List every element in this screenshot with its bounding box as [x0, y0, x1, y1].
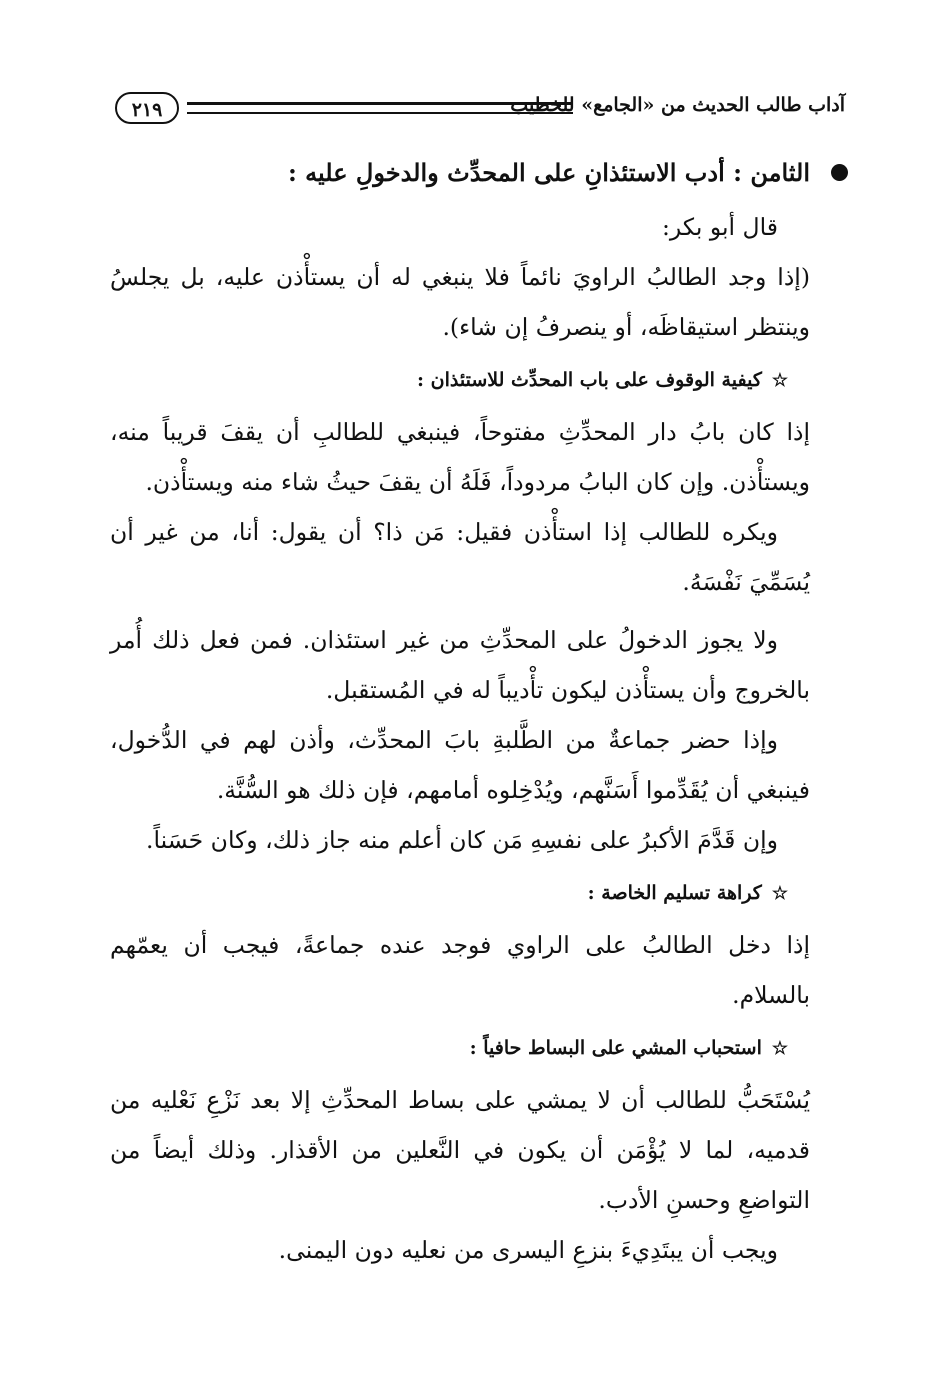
paragraph: (إذا وجد الطالبُ الراويَ نائماً فلا ينبغي له أن يستأْذن عليه، بل يجلسُ وينتظر استيقاظَه، أو ينصرفُ إن شاء).: [110, 263, 810, 341]
sub-heading: [110, 1024, 810, 1073]
paragraph: ويجب أن يبتَدِيءَ بنزعِ اليسرى من نعليه دون اليمنى.: [278, 1236, 778, 1264]
paragraph: وإذا حضر جماعةٌ من الطَّلبةِ بابَ المحدِّث، وأذن لهم في الدُّخول، فينبغي أن يُقَدِّموا أَسَنَّهم، ويُدْخِلوه أمامهم، فإن ذلك هو السُّنَّة.: [110, 726, 810, 804]
body-text: [110, 148, 810, 1275]
paragraph: وإن قَدَّمَ الأكبرُ على نفسِهِ مَن كان أعلم منه جاز ذلك، وكان حَسَناً.: [146, 826, 778, 854]
bullet-icon: [831, 164, 848, 181]
running-title: آداب طالب الحديث من «الجامع» للخطيب: [510, 94, 845, 116]
sub-heading: [110, 869, 810, 918]
star-icon: ☆: [771, 370, 788, 391]
sub-heading-text: استحباب المشي على البساط حافياً :: [469, 1037, 762, 1059]
sub-heading-text: كراهة تسليم الخاصة :: [587, 882, 762, 904]
star-icon: ☆: [771, 883, 788, 904]
paragraph: ولا يجوز الدخولُ على المحدِّثِ من غير استئذان. فمن فعل ذلك أُمر بالخروج وأن يستأْذن ليكون تأْديباً له في المُستقبل.: [110, 626, 810, 704]
section-heading: [110, 148, 810, 198]
sub-heading: [110, 356, 810, 405]
sub-heading-text: كيفية الوقوف على باب المحدِّث للاستئذان :: [417, 369, 762, 391]
star-icon: ☆: [771, 1038, 788, 1059]
paragraph: يُسْتَحَبُّ للطالب أن لا يمشي على بساط المحدِّثِ إلا بعد نَزْعِ نَعْليه من قدميه، لما لا يُؤْمَن أن يكون في النَّعلين من الأقذار. وذلك أيضاً من التواضعِ وحسنِ الأدب.: [110, 1086, 810, 1214]
running-header: [115, 92, 845, 132]
paragraph: قال أبو بكر:: [661, 213, 778, 241]
page-number: ٢١٩: [115, 92, 179, 124]
header-rule: [187, 102, 573, 114]
section-heading-text: الثامن : أدب الاستئذانِ على المحدِّث والدخولِ عليه :: [287, 158, 810, 187]
paragraph: ويكره للطالب إذا استأْذن فقيل: مَن ذا؟ أن يقول: أنا، من غير أن يُسَمِّيَ نَفْسَهُ.: [110, 518, 810, 596]
paragraph: إذا كان بابُ دار المحدِّثِ مفتوحاً، فينبغي للطالبِ أن يقفَ قريباً منه، ويستأْذن. وإن كان البابُ مردوداً، فَلَهُ أن يقفَ حيثُ شاء منه ويستأْذن.: [110, 418, 810, 496]
paragraph: إذا دخل الطالبُ على الراوي فوجد عنده جماعةً، فيجب أن يعمّهم بالسلام.: [110, 931, 810, 1009]
